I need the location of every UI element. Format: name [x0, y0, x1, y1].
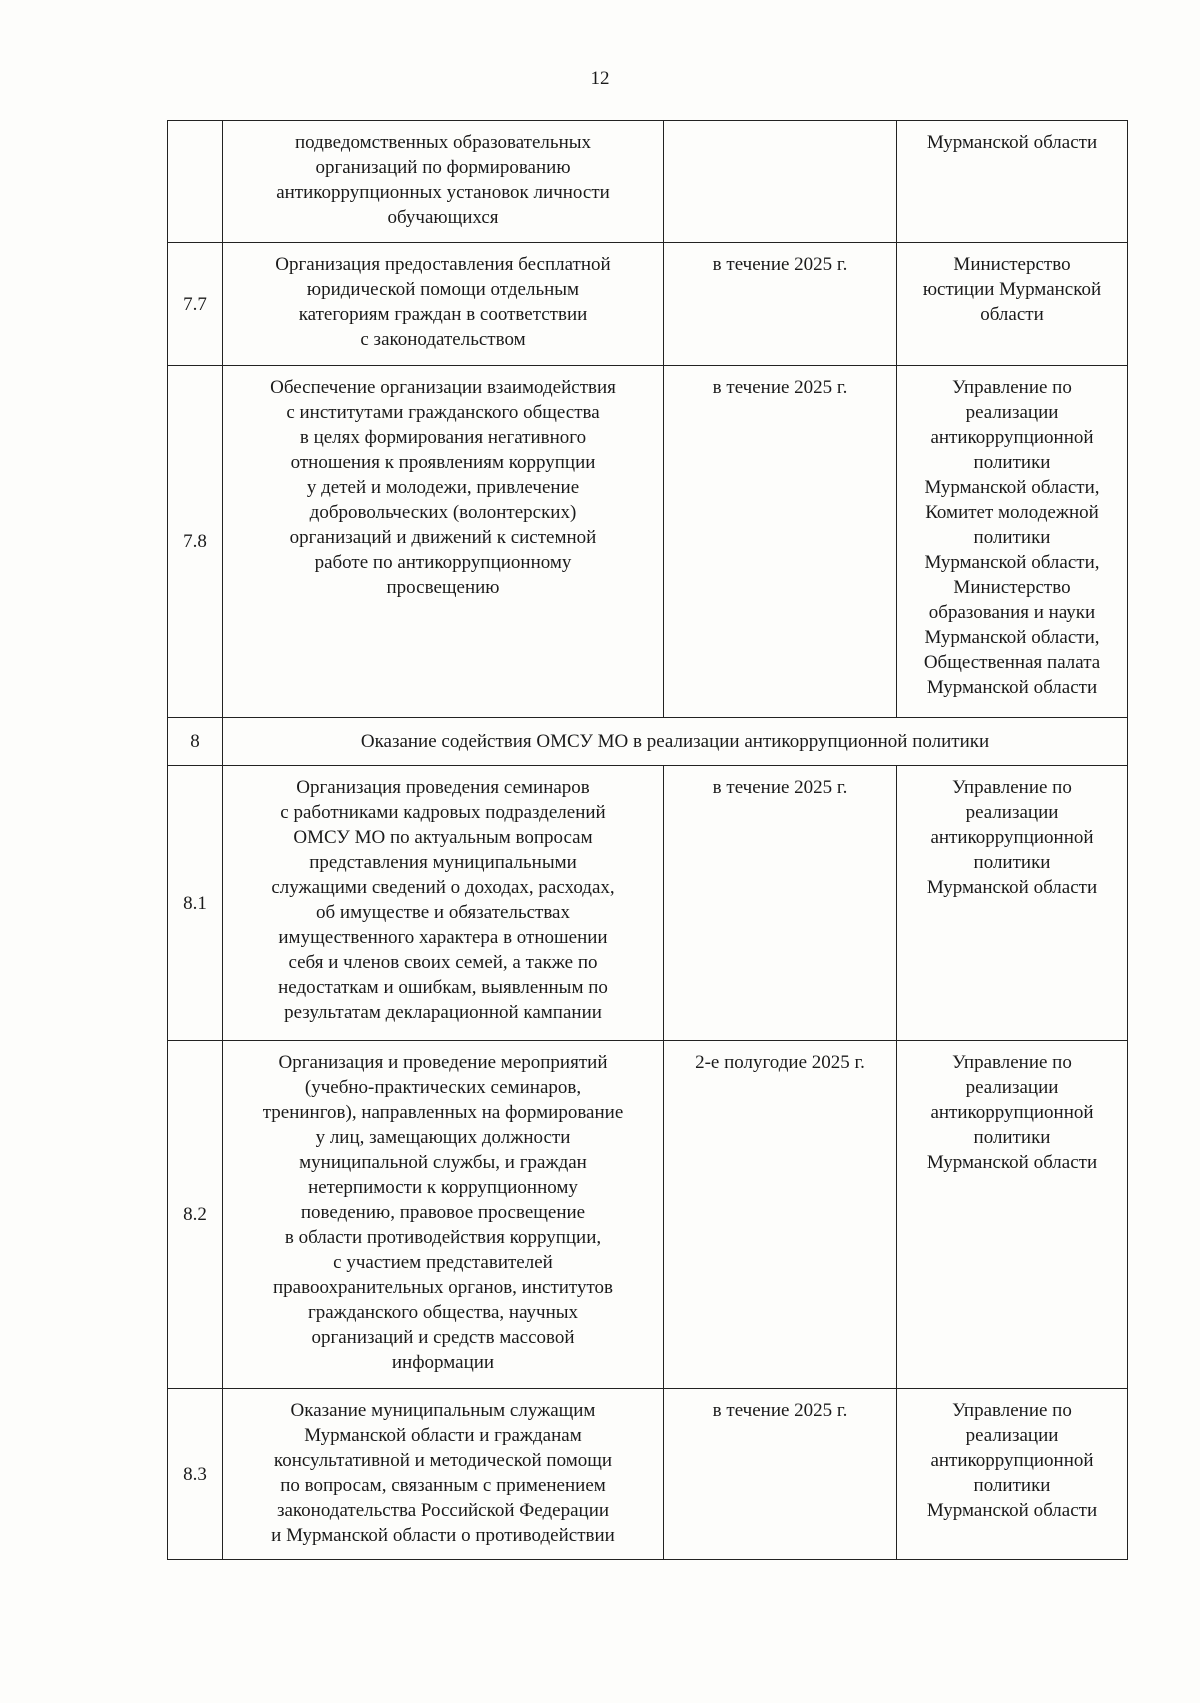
- section-row: [168, 718, 1128, 766]
- measure-term: в течение 2025 г.: [664, 243, 897, 366]
- row-number: [168, 121, 223, 243]
- row-number: 8.2: [168, 1041, 223, 1389]
- measure-description: подведомственных образовательных организаций по формированию антикоррупционных установок личности обучающихся: [223, 121, 664, 243]
- measure-term: [664, 121, 897, 243]
- measure-responsible: Управление по реализации антикоррупционной политики Мурманской области: [897, 1389, 1128, 1560]
- measure-term: в течение 2025 г.: [664, 366, 897, 718]
- table-row: [168, 1041, 1128, 1389]
- table-row: [168, 366, 1128, 718]
- measure-term: 2-е полугодие 2025 г.: [664, 1041, 897, 1389]
- anticorruption-plan-table: [167, 120, 1128, 1560]
- plan-table-body: [168, 121, 1128, 1560]
- row-number: 8: [168, 718, 223, 766]
- measure-description: Обеспечение организации взаимодействия с институтами гражданского общества в целях формирования негативного отношения к проявлениям коррупции у детей и молодежи, привлечение добровольческих (волонтерских) организаций и движений к системной работе по антикоррупционному просвещению: [223, 366, 664, 718]
- measure-responsible: Управление по реализации антикоррупционной политики Мурманской области: [897, 766, 1128, 1041]
- table-row: [168, 243, 1128, 366]
- table-row: [168, 121, 1128, 243]
- table-row: [168, 1389, 1128, 1560]
- table-row: [168, 766, 1128, 1041]
- measure-responsible: Министерство юстиции Мурманской области: [897, 243, 1128, 366]
- row-number: 7.7: [168, 243, 223, 366]
- measure-description: Оказание муниципальным служащим Мурманской области и гражданам консультативной и методической помощи по вопросам, связанным с применением законодательства Российской Федерации и Мурманской области о противодействии: [223, 1389, 664, 1560]
- measure-term: в течение 2025 г.: [664, 1389, 897, 1560]
- measure-description: Организация предоставления бесплатной юридической помощи отдельным категориям граждан в соответствии с законодательством: [223, 243, 664, 366]
- row-number: 8.1: [168, 766, 223, 1041]
- measure-term: в течение 2025 г.: [664, 766, 897, 1041]
- measure-description: Организация проведения семинаров с работниками кадровых подразделений ОМСУ МО по актуальным вопросам представления муниципальными служащими сведений о доходах, расходах, об имуществе и обязательствах имущественного характера в отношении себя и членов своих семей, а также по недостаткам и ошибкам, выявленным по результатам декларационной кампании: [223, 766, 664, 1041]
- measure-description: Организация и проведение мероприятий (учебно-практических семинаров, тренингов), направленных на формирование у лиц, замещающих должности муниципальной службы, и граждан нетерпимости к коррупционному поведению, правовое просвещение в области противодействия коррупции, с участием представителей правоохранительных органов, институтов гражданского общества, научных организаций и средств массовой информации: [223, 1041, 664, 1389]
- page-number: 12: [590, 68, 610, 89]
- measure-responsible: Управление по реализации антикоррупционной политики Мурманской области: [897, 1041, 1128, 1389]
- row-number: 7.8: [168, 366, 223, 718]
- measure-responsible: Мурманской области: [897, 121, 1128, 243]
- measure-responsible: Управление по реализации антикоррупционной политики Мурманской области, Комитет молодежной политики Мурманской области, Министерство образования и науки Мурманской области, Общественная палата Мурманской области: [897, 366, 1128, 718]
- row-number: 8.3: [168, 1389, 223, 1560]
- section-title: Оказание содействия ОМСУ МО в реализации антикоррупционной политики: [223, 718, 1128, 766]
